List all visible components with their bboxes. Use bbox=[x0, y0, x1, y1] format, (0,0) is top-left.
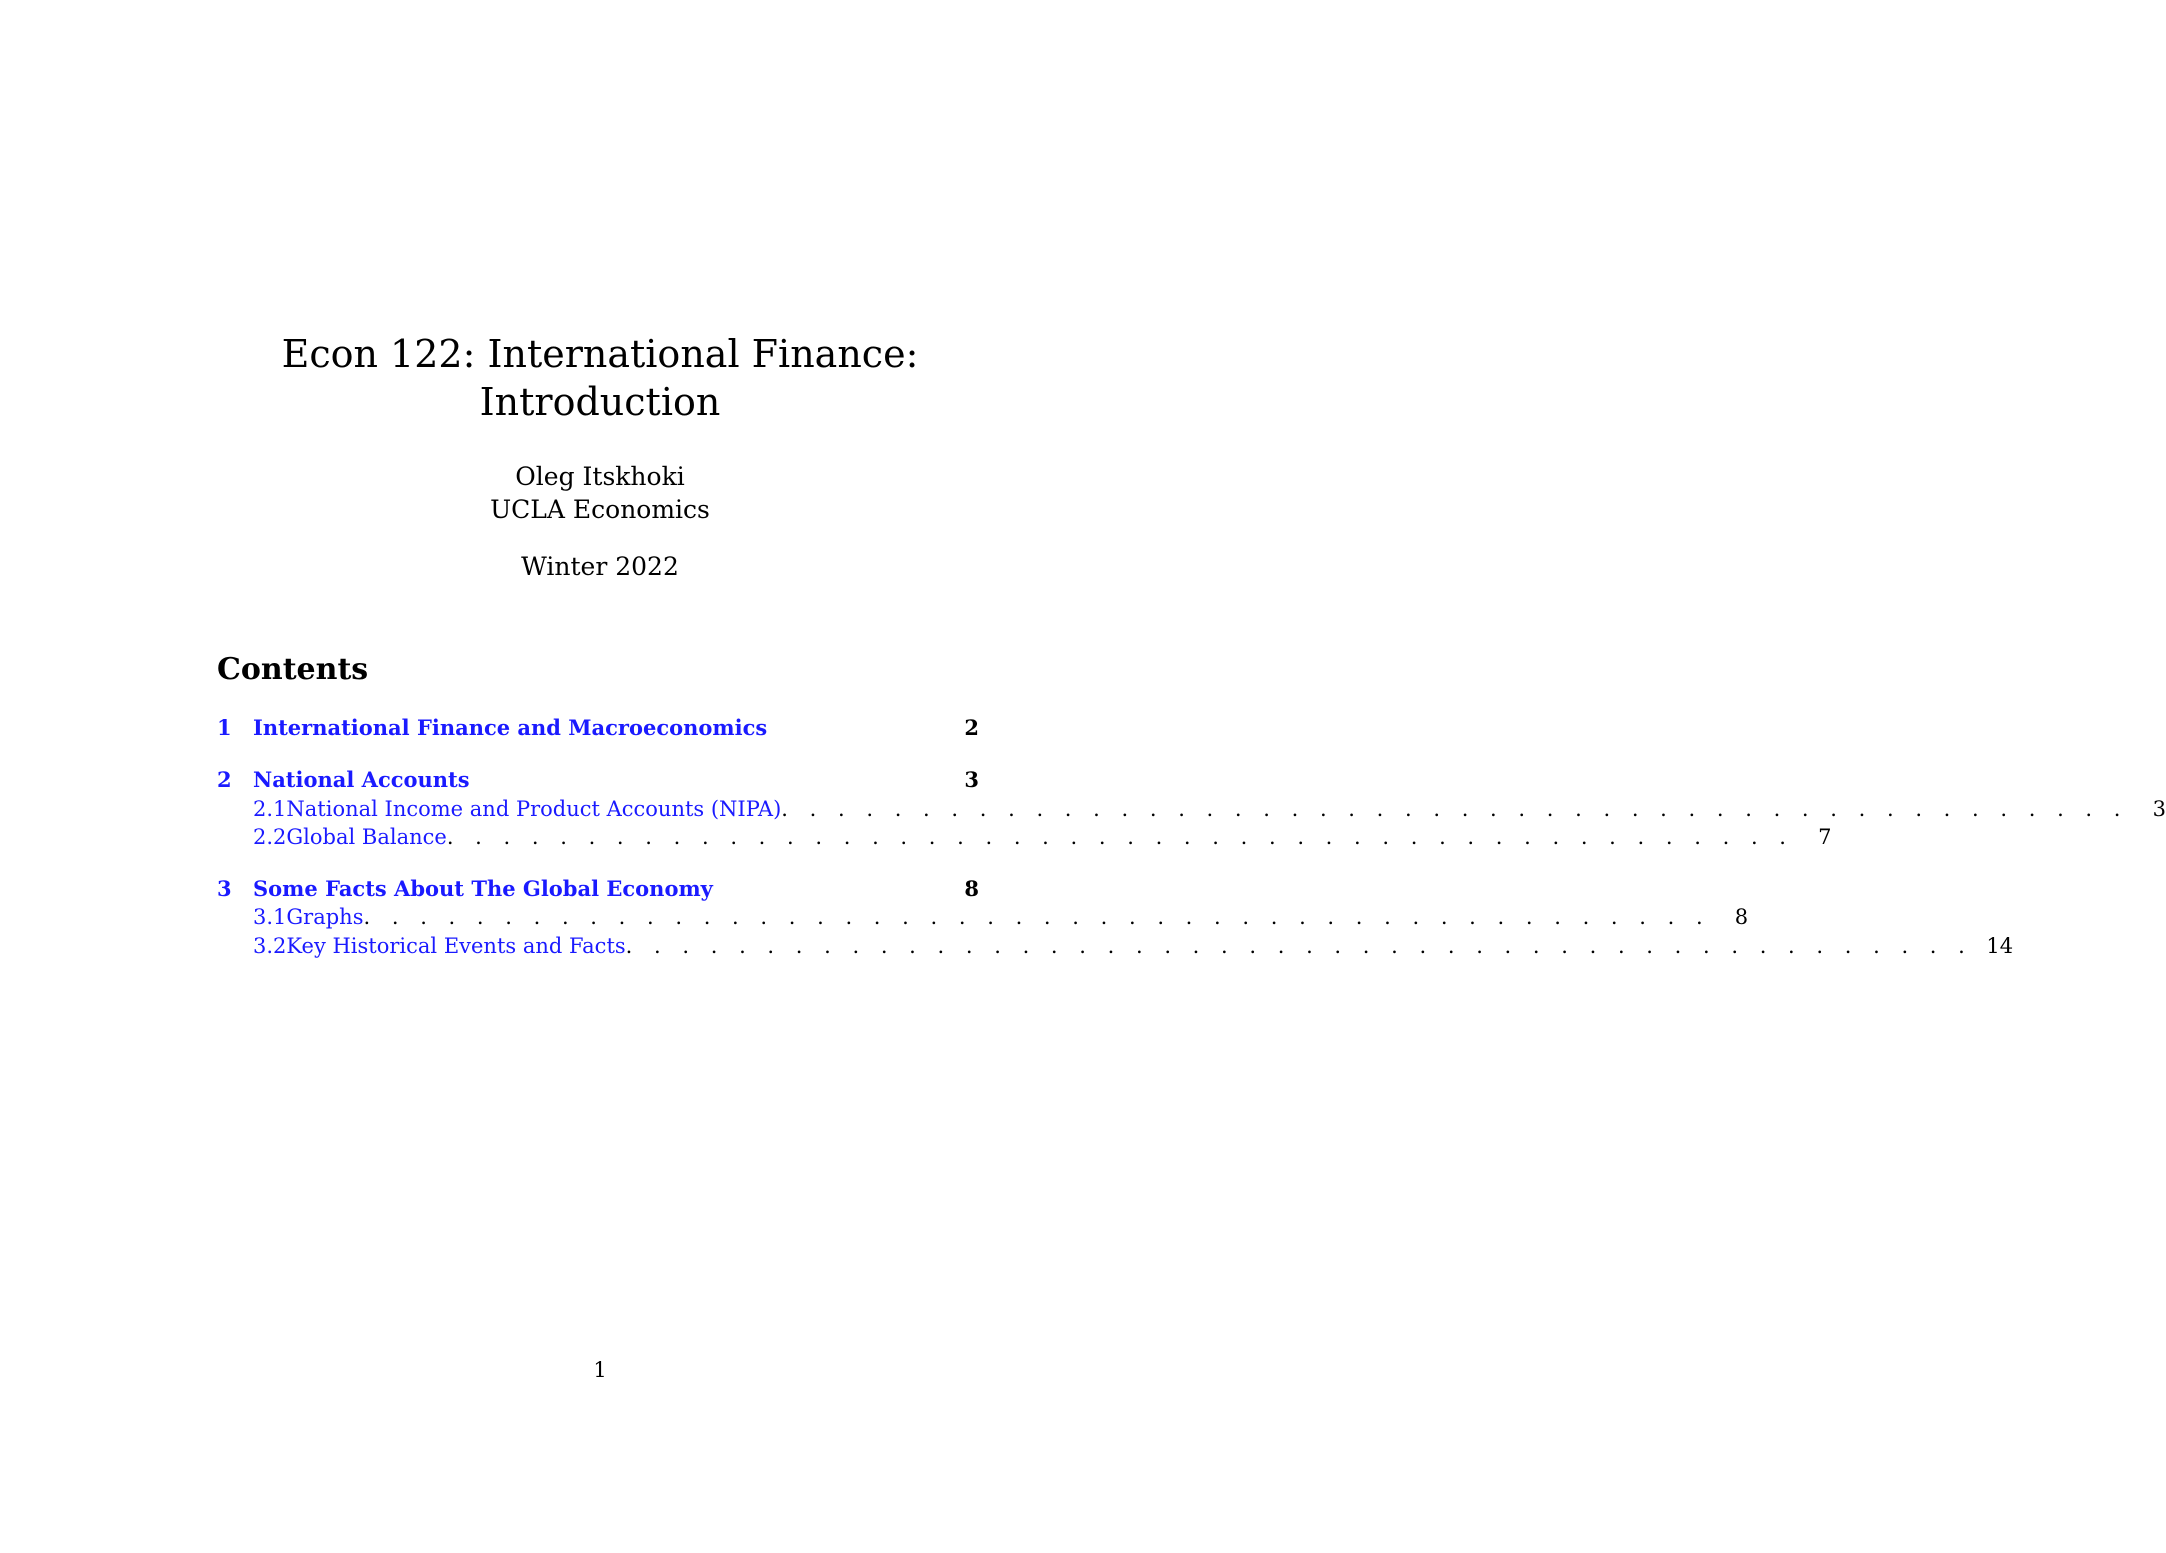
toc-entry-number[interactable]: 1 bbox=[217, 715, 232, 740]
toc-entry-link[interactable]: Some Facts About The Global Economy bbox=[253, 876, 713, 901]
toc-entry-number[interactable]: 2 bbox=[217, 767, 232, 792]
author-block bbox=[0, 460, 1200, 526]
toc-entry-link[interactable]: Graphs bbox=[286, 905, 364, 929]
toc-entry-number[interactable]: 2.1 bbox=[253, 797, 287, 821]
toc-entry-page: 3 bbox=[964, 767, 979, 792]
title-line-1: Econ 122: International Finance: bbox=[281, 332, 919, 376]
page-number: 1 bbox=[593, 1358, 607, 1382]
toc-entry-link[interactable]: Global Balance bbox=[286, 825, 447, 849]
toc-entry-number[interactable]: 3 bbox=[217, 876, 232, 901]
title-line-2: Introduction bbox=[479, 380, 721, 424]
toc-entry-page: 14 bbox=[1986, 934, 2014, 958]
document-date: Winter 2022 bbox=[521, 552, 679, 581]
toc-dot-leader: . . . . . . . . . . . . . . . . . . . . . . . . . . . . . . . . . . . . . . . . . . . . . . . . bbox=[625, 934, 1973, 958]
toc-entry-number[interactable]: 2.2 bbox=[253, 825, 287, 849]
document-title bbox=[0, 330, 1200, 426]
toc-entry-3-2[interactable] bbox=[217, 932, 2014, 960]
toc-entry-page: 2 bbox=[964, 715, 979, 740]
author-name: Oleg Itskhoki bbox=[515, 462, 685, 491]
toc-entry-page: 3 bbox=[2152, 797, 2166, 821]
toc-entry-3[interactable] bbox=[217, 875, 979, 903]
toc-dot-leader: . . . . . . . . . . . . . . . . . . . . . . . . . . . . . . . . . . . . . . . . . . . . . . . . bbox=[781, 797, 2128, 821]
toc-entry-page: 8 bbox=[1734, 905, 1749, 929]
toc-entry-page: 8 bbox=[964, 876, 979, 901]
toc-entry-link[interactable]: International Finance and Macroeconomics bbox=[253, 715, 768, 740]
toc-entry-number[interactable]: 3.2 bbox=[253, 934, 287, 958]
toc-entry-link[interactable]: National Accounts bbox=[253, 767, 470, 792]
toc-entry-number[interactable]: 3.1 bbox=[253, 905, 287, 929]
toc-entry-link[interactable]: Key Historical Events and Facts bbox=[286, 934, 626, 958]
toc-entry-2-2[interactable] bbox=[217, 823, 1832, 851]
toc-dot-leader: . . . . . . . . . . . . . . . . . . . . . . . . . . . . . . . . . . . . . . . . . . . . . . . . bbox=[363, 905, 1711, 929]
toc-entry-2[interactable] bbox=[217, 766, 979, 794]
toc-entry-page: 7 bbox=[1818, 825, 1832, 849]
toc-entry-2-1[interactable] bbox=[217, 795, 2166, 823]
toc-dot-leader: . . . . . . . . . . . . . . . . . . . . . . . . . . . . . . . . . . . . . . . . . . . . . . . . bbox=[446, 825, 1794, 849]
toc-entry-3-1[interactable] bbox=[217, 903, 1749, 931]
contents-heading: Contents bbox=[217, 652, 369, 687]
author-affiliation: UCLA Economics bbox=[490, 495, 710, 524]
toc-entry-1[interactable] bbox=[217, 714, 979, 742]
toc-entry-link[interactable]: National Income and Product Accounts (NIPA) bbox=[286, 797, 782, 821]
